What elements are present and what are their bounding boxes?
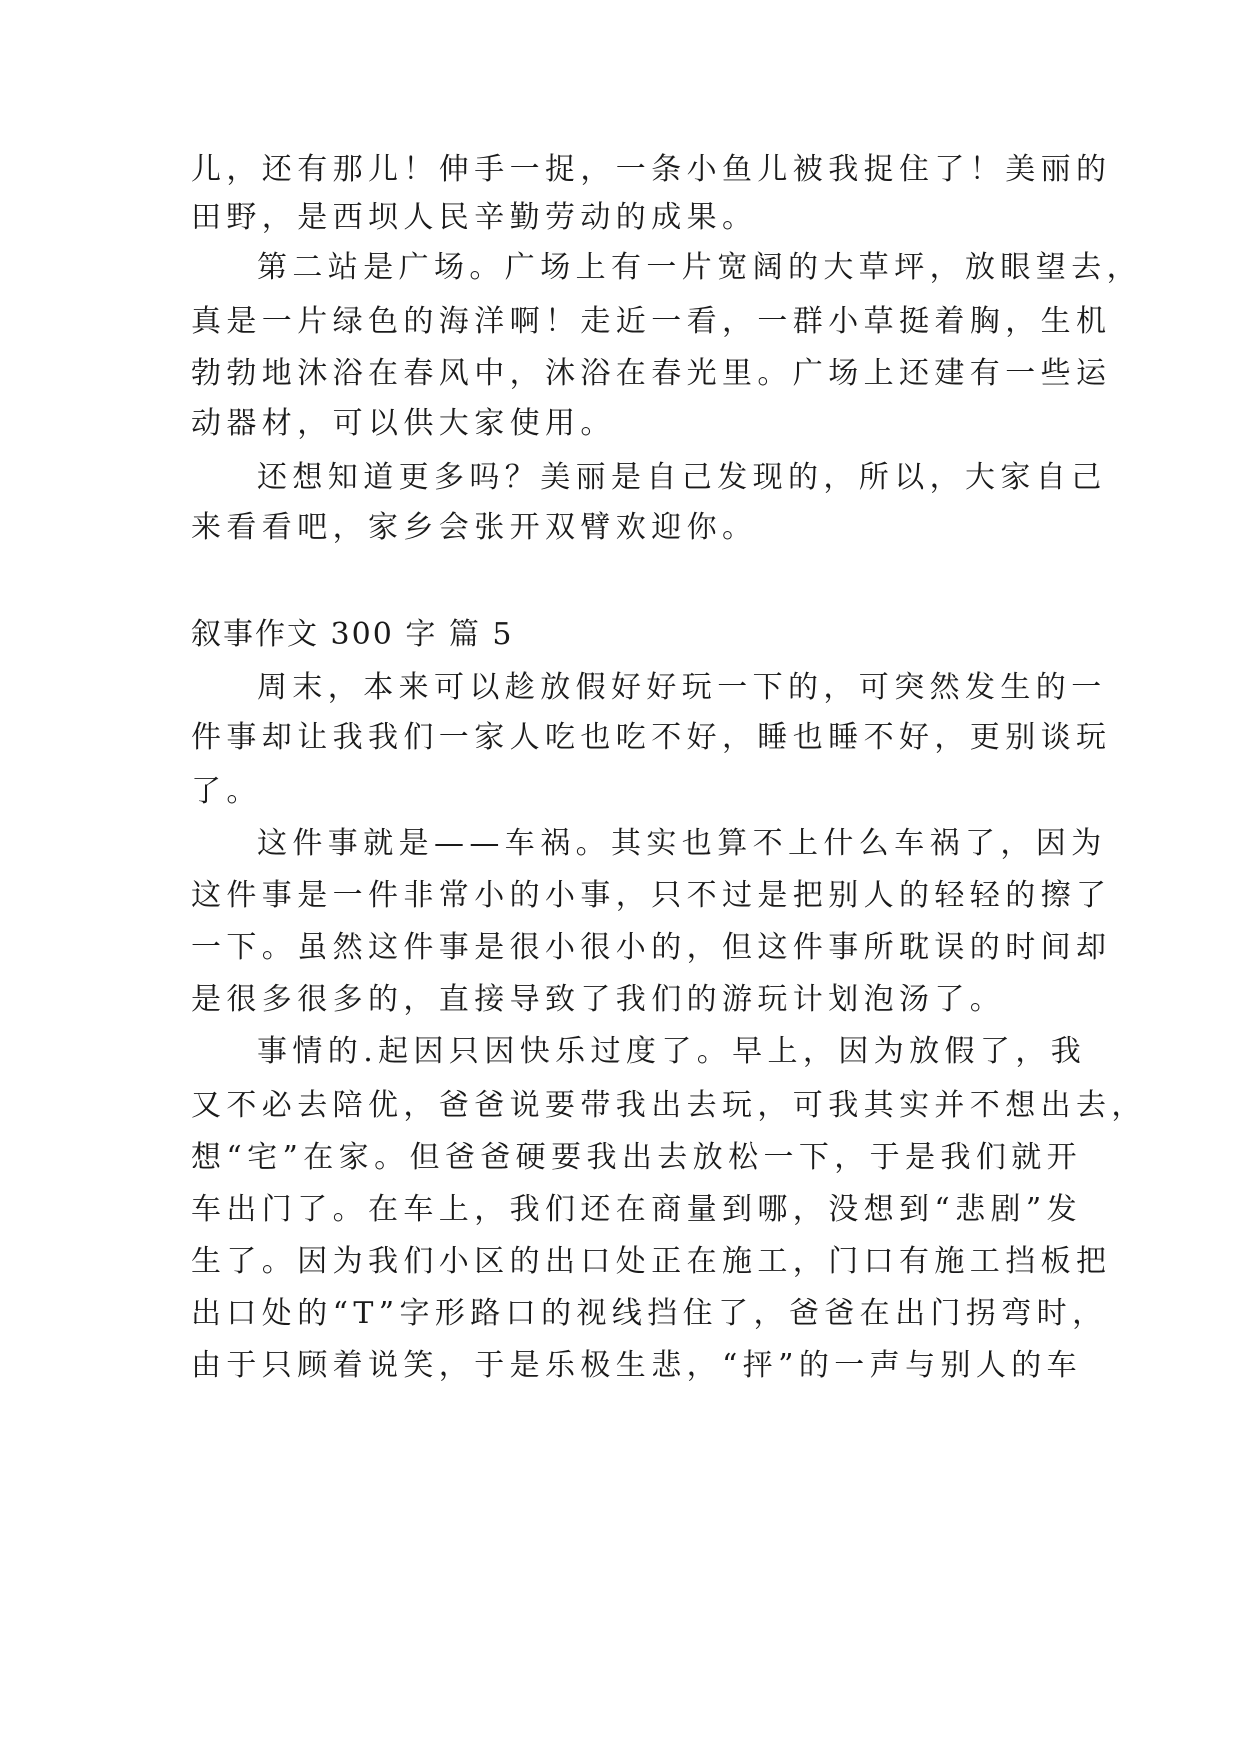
text-line: 还想知道更多吗？美丽是自己发现的，所以，大家自己: [257, 460, 1107, 495]
text-line: 这件事就是——车祸。其实也算不上什么车祸了，因为: [257, 826, 1107, 861]
text-line: 周末，本来可以趁放假好好玩一下的，可突然发生的一: [257, 670, 1107, 705]
text-line: 出口处的“T”字形路口的视线挡住了，爸爸在出门拐弯时，: [191, 1296, 1108, 1331]
text-line: 件事却让我我们一家人吃也吃不好，睡也睡不好，更别谈玩: [191, 720, 1112, 755]
text-line: 田野，是西坝人民辛勤劳动的成果。: [191, 200, 758, 235]
text-line: 想“宅”在家。但爸爸硬要我出去放松一下，于是我们就开: [191, 1140, 1083, 1175]
text-line: 由于只顾着说笑，于是乐极生悲，“抨”的一声与别人的车: [191, 1348, 1083, 1383]
text-line: 这件事是一件非常小的小事，只不过是把别人的轻轻的擦了: [191, 878, 1112, 913]
text-line: 生了。因为我们小区的出口处正在施工，门口有施工挡板把: [191, 1244, 1112, 1279]
text-line: 勃勃地沐浴在春风中，沐浴在春光里。广场上还建有一些运: [191, 356, 1112, 391]
text-line: 来看看吧，家乡会张开双臂欢迎你。: [191, 510, 758, 545]
text-line: 真是一片绿色的海洋啊！走近一看，一群小草挺着胸，生机: [191, 304, 1112, 339]
text-line: 是很多很多的，直接导致了我们的游玩计划泡汤了。: [191, 982, 1006, 1017]
section-heading: 叙事作文 300 字 篇 5: [191, 617, 514, 652]
text-line: 了。: [191, 774, 262, 809]
text-line: 一下。虽然这件事是很小很小的，但这件事所耽误的时间却: [191, 930, 1112, 965]
text-line: 又不必去陪优，爸爸说要带我出去玩，可我其实并不想出去，: [191, 1088, 1147, 1123]
text-line: 车出门了。在车上，我们还在商量到哪，没想到“悲剧”发: [191, 1192, 1083, 1227]
text-line: 动器材，可以供大家使用。: [191, 406, 616, 441]
text-line: 儿，还有那儿！伸手一捉，一条小鱼儿被我捉住了！美丽的: [191, 152, 1112, 187]
text-line: 第二站是广场。广场上有一片宽阔的大草坪，放眼望去，: [257, 250, 1142, 285]
text-line: 事情的.起因只因快乐过度了。早上，因为放假了，我: [257, 1034, 1087, 1069]
